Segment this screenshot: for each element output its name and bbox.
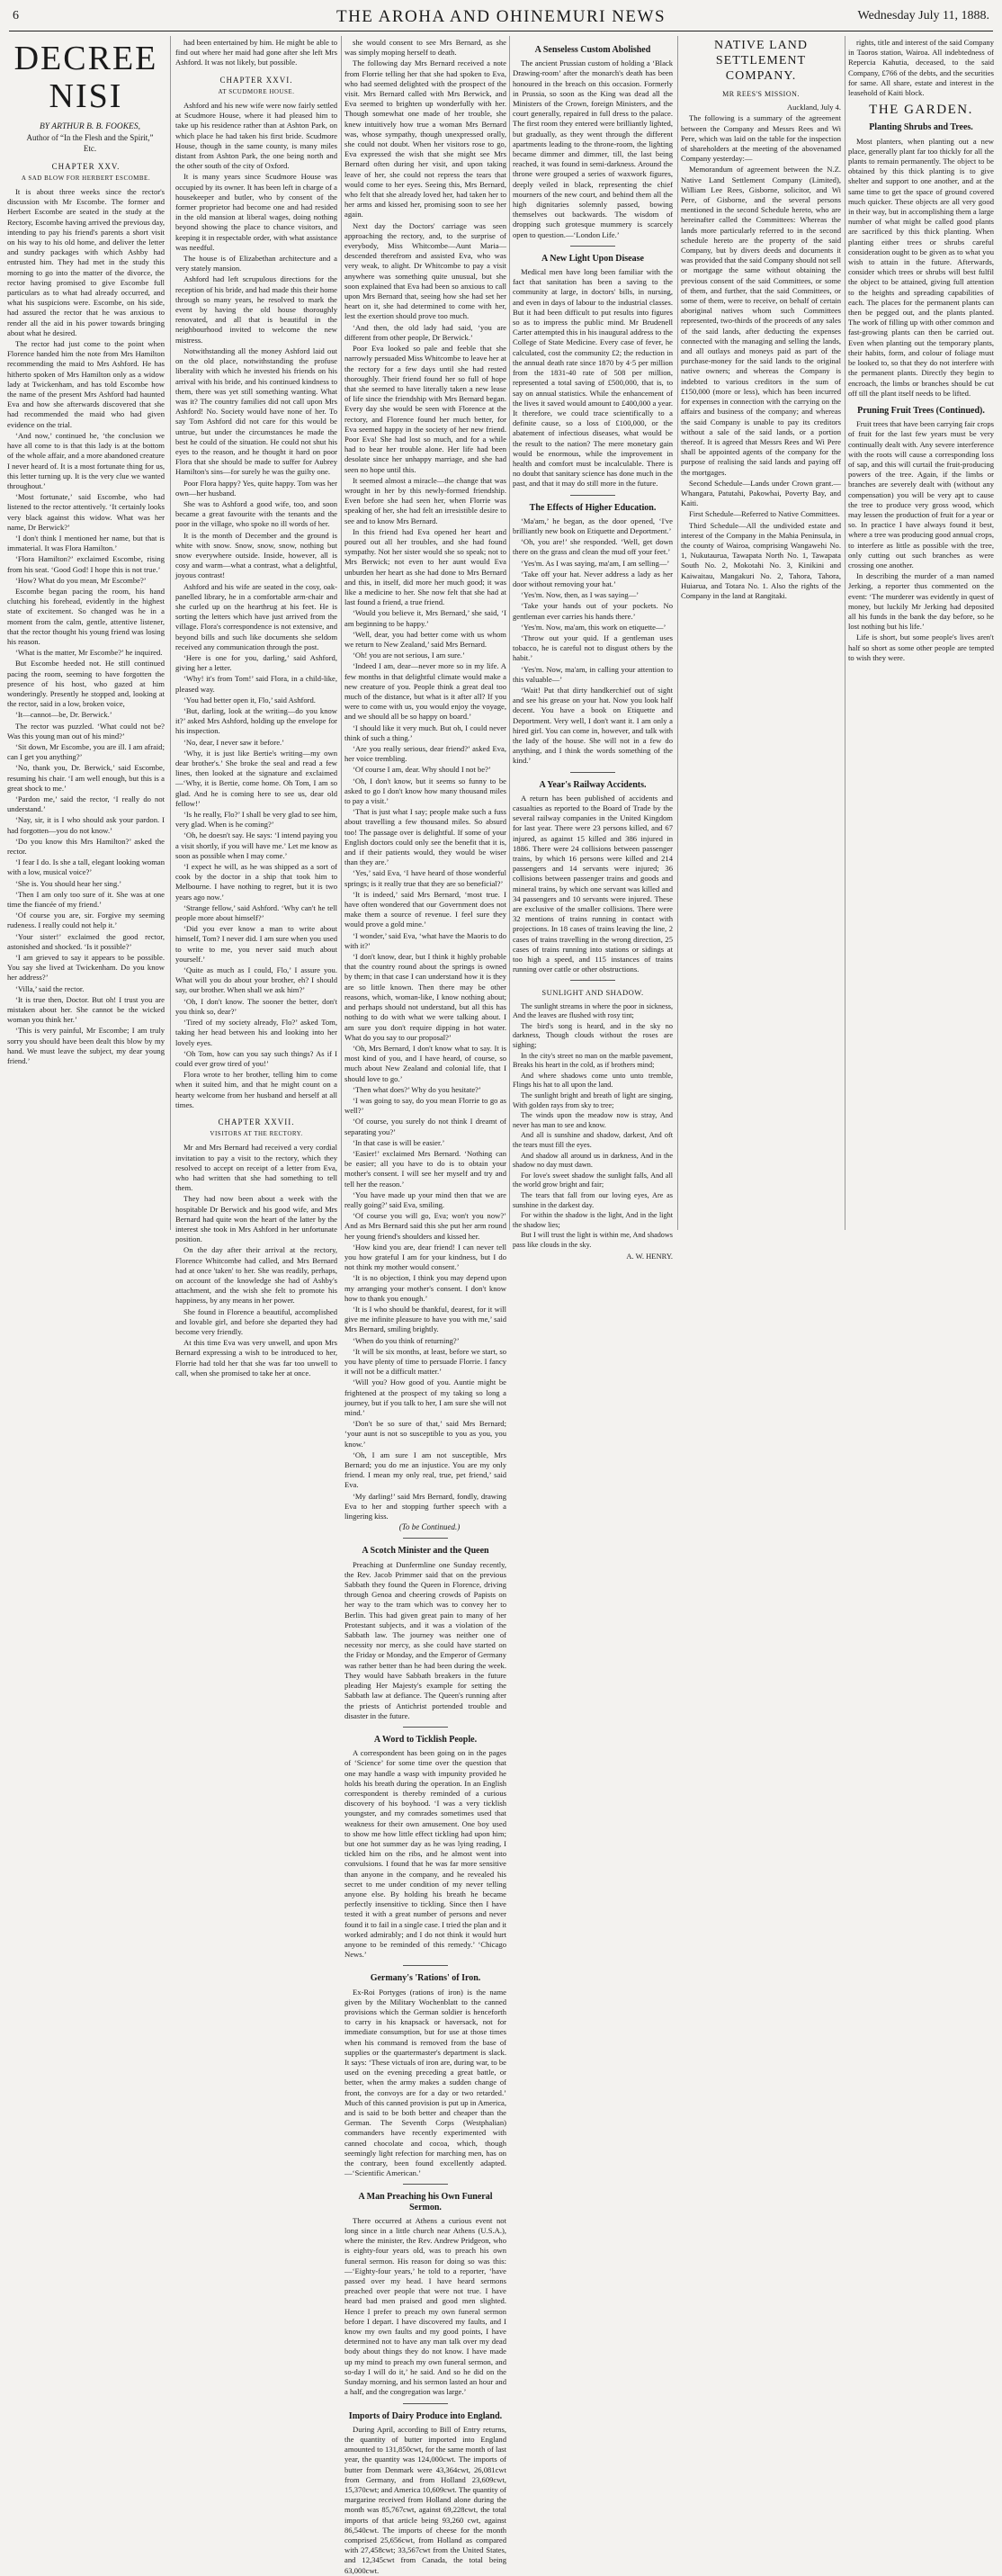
paragraph: ‘How kind you are, dear friend! I can never tell you how grateful I am for your kindness, but I do not think my mother would consent.’ <box>344 1242 506 1272</box>
issue-date: Wednesday July 11, 1888. <box>857 9 989 22</box>
paragraph: ‘It will be six months, at least, before we start, so you have plenty of time to persuade Florrie. I fancy it will not be a difficult matter.’ <box>344 1346 506 1377</box>
column-divider <box>509 36 510 1230</box>
paragraph: ‘No, dear, I never saw it before.’ <box>183 737 285 747</box>
paragraph: It is the month of December and the ground is white with snow. Snow, snow, snow, nothing but snow everywhere outside. Inside, however, all is cosy and warm—what a contrast, what a delightful, joyous contrast! <box>175 530 337 580</box>
paragraph: The following day Mrs Bernard received a note from Florrie telling her that she had spoken to Eva, who had seemed delighted with the prospect of the visit. Mrs Bernard called with Mrs Berwick, and Eva seemed to brighten up wonderfully with her. Though somewhat one made of her trouble, she knew intuitively how true a woman Mrs Bernard was, whose sympathy, though unexpressed orally, she could not doubt. When her visitors rose to go, Eva expressed the wish that she might see Mrs Bernard often during her visit, and upon taking leave of her, she could not repress the tears that would come to her eyes. Seeing this, Mrs Bernard, who felt that she already loved her, had taken her to her arms and kissed her, promising soon to see her again. <box>344 58 506 220</box>
paragraph: ‘Throw out your quid. If a gentleman uses tobacco, he is careful not to disgust others by the habit.’ <box>513 633 673 663</box>
paragraph: Medical men have long been familiar with the fact that sanitation has been a saving to the community at large, in doctors' bills, in nursing, and even in days of labour to the industrial classes. But it had been difficult to put results into figures so as to impress the public mind. Mr Brudenell Carter attempted this in his inaugural address to the College of State Medicine. Every case of fever, he calculated, cost the community £2; the reduction in the annual death rate since 1870 by 4·5 per million from the 1831-40 rate of 508 per million, represented a total saving of £500,000, that is, to say on annual statistics. While the enhancement of the lives it saved would amount to £400,000 a year. It therefore, we could trace scientifically to a definite cause, so a loss of £100,000, or the abatement of infectious diseases, what would be the result to the nation? The mere monetary gain would be enormous, while the improvement in health and comfort must be incalculable. There is no doubt that sanitary science has done much in the past, and that it may do still more in the future. <box>513 267 673 489</box>
paragraph: First Schedule—Referred to Native Committees. <box>689 509 840 519</box>
paragraph: Second Schedule—Lands under Crown grant.—Whangara, Patutahi, Pakowhai, Poverty Bay, and Kaiti. <box>681 478 841 508</box>
paragraph: she would consent to see Mrs Bernard, as she was simply moping herself to death. <box>344 38 506 58</box>
paragraph: ‘Of course I am, dear. Why should I not be?’ <box>353 765 491 775</box>
poem-line: For love's sweet shadow the sunlight falls, And all the world grow bright and fair; <box>513 1171 673 1189</box>
paragraph: ‘Sit down, Mr Escombe, you are ill. I am afraid; can I get you anything?’ <box>7 741 165 762</box>
paragraph: ‘You had better open it, Flo,’ said Ashford. <box>183 695 316 705</box>
column-1 <box>7 38 165 1230</box>
article-heading: NATIVE LAND SETTLEMENT COMPANY. <box>714 39 808 83</box>
paragraph: ‘Oh, he doesn't say. He says: ‘I intend paying you a visit shortly, if you will have me.’ Let me know as soon as possible when I may come.’ <box>175 830 337 860</box>
paragraph: Poor Eva looked so pale and feeble that she narrowly persuaded Miss Whitcombe to leave her at the rectory for a few days until she had rested thoroughly. Their friend found her so full of hope that she seemed to have literally taken a new lease of life since the friendship with Mrs Bernard began. Every day she would be seen with Florence at the rectory, and Florence found her much better, for Eva seemed happy in the society of her new friend. Poor Eva! She had lost so much, and for a while had to bear her trouble alone. Her life had been desolate since her unhappy marriage, and she had seen no hope until this. <box>344 344 506 474</box>
paragraph: In this friend had Eva opened her heart and poured out all her troubles, and she had found sympathy. Not her sister would she so speak; not to Mrs Berwick; not even to her aunt would Eva unburden her heart as she had done to Mrs Bernard and this, in itself, did more her much good; it was like a medicine to her. She now felt that she had at last found a friend, a true friend. <box>344 526 506 607</box>
masthead <box>0 0 1002 32</box>
paragraph: ‘Wait! Put that dirty handkerchief out of sight and see his grease on your hat. Now you look half decent. You have a book on Etiquette and Deportment. Very well, I don't want it. I am only a hired girl. You can come in, however, and talk with the lady of the house. She will not in a few do anything, and I think the words something of the kind.’ <box>513 685 673 766</box>
column-divider <box>170 36 171 1230</box>
paragraph: It seemed almost a miracle—the change that was wrought in her by this newly-formed friendship. Even before she had seen her, when Florrie was speaking of her, she had felt an irresistible desire to see and to know Mrs Bernard. <box>344 475 506 525</box>
paragraph: ‘That is just what I say; people make such a fuss about travelling a few thousand miles. So absurd too! The passage over is delightful. If some of your English doctors could only see the benefit that it is, and if their patients would, they would be wiser than they are.’ <box>344 807 506 867</box>
paragraph: ‘Why, it is just like Bertie's writing—my own dear brother's.’ She broke the seal and read a few lines, then looked at the signature and exclaimed—‘Why, it is Bertie, come home. Oh Tom, I am so glad. And he is coming here to see us, dear old fellow!’ <box>175 748 337 808</box>
divider-rule <box>403 1965 448 1966</box>
article-heading: A New Light Upon Disease <box>541 253 644 264</box>
article-heading: Pruning Fruit Trees (Continued). <box>857 405 985 416</box>
paragraph: Notwithstanding all the money Ashford laid out on the old place, notwithstanding the profuse liberality with which he invested his friends on his arrival with his bride, and his continued kindness to them, there was yet still something wanting. What was it? The country families did not call upon Mrs Ashford! No. Society would have none of her. To say Tom Ashford did not care for this would be untrue, but under the circumstances he made the best he could of the situation. He could not shut his eyes to the reason, and he thought it hard on poor Flora that she should be made to suffer for Aubrey Hamilton's sins—for surely he was the guilty one. <box>175 346 337 477</box>
paragraph: ‘Then what does?’ Why do you hesitate?’ <box>353 1084 481 1094</box>
poem-line: The bird's song is heard, and in the sky no darkness, Though clouds without the roses are sighing; <box>513 1021 673 1050</box>
paragraph: ‘And now,’ continued he, ‘the conclusion we have all come to is that this lady is at the bottom of the whole affair, and a more abandoned creature I never heard of. It is a most fortunate thing for us, this letter turning up. It is the very clue we wanted throughout.’ <box>7 430 165 490</box>
chapter-subtitle: VISITORS AT THE RECTORY. <box>210 1130 303 1138</box>
column-4 <box>513 38 673 1261</box>
paragraph: ‘Did you ever know a man to write about himself, Tom? I never did. I am sure when you used to write to me, you never said much about yourself.’ <box>175 924 337 964</box>
paragraph: ‘It is indeed,’ said Mrs Bernard, ‘most true. I have often wondered that our Government does not make them a source of revenue. I feel sure they would prove a gold mine.’ <box>344 889 506 929</box>
paragraph: ‘Of course, you surely do not think I dreamt of separating you?’ <box>344 1117 506 1136</box>
paragraph: ‘Would you believe it, Mrs Bernard,’ she said, ‘I am beginning to be happy.’ <box>344 608 506 628</box>
paragraph: Fruit trees that have been carrying fair crops of fruit for the last few years must be very continually dealt with. Any severe interference with the roots will cause a corresponding loss of sap, and this will curtail the fruit-producing powers of the tree. Again, if the limbs or branches are severely dealt with (without any compensation) you will be very apt to cause the tree to produce very gross wood, which may lessen the production of fruit for a year or so. In practice I have always found it best, where a tree was producing good annual crops, to interfere as little as possible with the tree, only cutting out such branches as were crossing one another. <box>848 419 994 570</box>
paragraph: Ashford had left scrupulous directions for the reception of his bride, and had made this their home through so many years, he resolved to mark the event by having the old house thoroughly renovated, and all that is beautiful in the neighbourhood invited to welcome the new mistress. <box>175 274 337 345</box>
paragraph: ‘Yes'm. Now, ma'am, this work on etiquette—’ <box>521 622 667 632</box>
paragraph: ‘How? What do you mean, Mr Escombe?’ <box>15 575 147 585</box>
divider-rule <box>403 1727 448 1728</box>
paragraph: There occurred at Athens a curious event not long since in a little church near Athens (U.S.A.), where the minister, the Rev. Andrew Pridgeon, who is eighty-four years old, was to preach his own funeral sermon. His reason for doing so was this:—‘Eighty-four years,’ he told to a reporter, ‘have passed over my head. I have heard sermons preached over people that were not true. I have heard bad men praised and good men slighted. Hence I prefer to preach my own funeral sermon before I depart. I have discovered my faults, and I know my own faults and my good points, I have determined not to have any man talk over my dead body about things they do not know. I have made up my mind to preach my own funeral sermon, and so-day I will do it,’ he said. And so he did on the Sunday morning, and his sermon lasted an hour and a half, and the congregation was large.’ <box>344 2215 506 2397</box>
dateline: Auckland, July 4. <box>787 103 841 112</box>
paragraph: ‘I expect he will, as he was shipped as a sort of cook by the doctor in a ship that took him to Melbourne. I have nothing to regret, but it is two years ago now.’ <box>175 862 337 902</box>
paragraph: Mr and Mrs Bernard had received a very cordial invitation to pay a visit to the rectory, which they resolved to accept on receipt of a letter from Eva, who had written that she had something to tell them. <box>175 1143 337 1193</box>
paragraph: ‘Don't be so sure of that,’ said Mrs Bernard; ‘your aunt is not so susceptible to you as you, you know.’ <box>344 1419 506 1449</box>
article-heading: A Scotch Minister and the Queen <box>362 1546 489 1557</box>
paragraph: It is about three weeks since the rector's discussion with Mr Escombe. The former and Herbert Escombe are seated in the study at the Rectory, Escombe having arrived the previous day, intending to pay his friend's parents a short visit on his way to his old home, and deliver the letter and sundry packages with which Ashby had entrusted him. They had met in the study this morning to go into the matter of the divorce, the rector having promised to give Escombe full particulars as to what had already occurred, and what his suspicions were. Escombe, on his side, had assured the rector that he was anxious to render all the aid in his power towards bringing about what he desired. <box>7 187 166 337</box>
poem-line: For within the shadow is the light, And in the light the shadow lies; <box>513 1211 673 1229</box>
paragraph: A correspondent has been going on in the pages of ‘Science’ for some time over the question that one may handle a wasp with impunity provided he holds his breath during the operation. In an English correspondent is thereby reminded of a curious discovery of his boyhood. ‘I was a very ticklish youngster, and my comrades sometimes used that weakness for their own amusement. One boy used to show me how little effect tickling had upon him; but one hot summer day as he was lying reading, I tickled him on the ribs, and he almost went into convulsions. I found that he was far more sensitive than anyone in the company, and he revealed his secret to me under condition of my never telling anyone else. By holding his breath he became perfectly insensitive to tickling. Since then I have tested it with a great number of persons and never found it to fail in a single case. I tried the plan and it worked admirably; and I do not think it would hurt anyone to be reminded of this remedy.’ ‘Chicago News.’ <box>344 1748 506 1960</box>
paragraph: ‘Here is one for you, darling,’ said Ashford, giving her a letter. <box>175 652 337 673</box>
paragraph: ‘Quite as much as I could, Flo,’ I assure you. What will you do about your brother, eh? I should say, our brother. When shall we ask him?’ <box>175 965 337 995</box>
divider-rule <box>570 772 615 773</box>
paragraph: ‘Of course you will go, Eva; won't you now?’ And as Mrs Bernard said this she put her arm round her young friend's shoulders and kissed her. <box>344 1211 506 1241</box>
poem-author: A. W. HENRY. <box>626 1251 673 1261</box>
section-heading: THE GARDEN. <box>869 103 973 118</box>
article-heading: A Year's Railway Accidents. <box>539 779 647 790</box>
poem-title: SUNLIGHT AND SHADOW. <box>541 988 644 998</box>
page-number: 6 <box>13 9 19 22</box>
divider-rule <box>403 1538 448 1539</box>
story-body <box>175 101 337 1110</box>
paragraph: In describing the murder of a man named Jerking, a reporter thus commented on the event: ‘The murderer was evidently in quest of money, but luckily Mr Jerking had deposited all his funds in the bank the day before, so he lost nothing but his life.’ <box>848 571 994 632</box>
paragraph: ‘What is the matter, Mr Escombe?’ he inquired. <box>15 648 163 658</box>
article-body <box>513 516 673 767</box>
paragraph: ‘Why! it's from Tom!’ said Flora, in a child-like, pleased way. <box>175 674 337 694</box>
divider-rule <box>570 495 615 496</box>
paragraph: Poor Flora happy? Yes, quite happy. Tom was her own—her husband. <box>175 478 337 498</box>
column-5 <box>681 38 841 1230</box>
paragraph: had been entertained by him. He might be able to find out where her maid had gone after she left Mrs Ashford. It was not likely, but possible. <box>175 38 337 67</box>
paragraph: The rector had just come to the point when Florence handed him the note from Mrs Hamilton recommending the maid to Mrs Ashford. He has hitherto spoken of Mrs Hamilton only as a widow lady at Twickenham, and has told Escombe how the name of the present Mrs Ashford had haunted Eva and how she afterwards discovered that she had recommended the maid who had given evidence on the trial. <box>7 339 165 429</box>
article-heading: A Senseless Custom Abolished <box>534 45 651 55</box>
paragraph: ‘Oh, I am sure I am not susceptible, Mrs Bernard; you do me an injustice. You are my only friend. I mean my only real, true, pet friend,’ said Eva. <box>344 1450 506 1490</box>
article-body <box>344 2425 506 2576</box>
chapter-subtitle: A SAD BLOW FOR HERBERT ESCOMBE. <box>21 174 151 182</box>
paragraph: ‘And then, the old lady had said, ‘you are different from other people, Dr Berwick.’ <box>344 322 506 342</box>
story-headline: DECREE NISI <box>13 40 158 115</box>
paragraph: ‘Ma'am,’ he began, as the door opened, ‘I've brilliantly new book on Etiquette and Deportment.’ <box>513 516 673 535</box>
paragraph: ‘Villa,’ said the rector. <box>15 983 85 993</box>
column-divider <box>677 36 678 1230</box>
paragraph: A return has been published of accidents and casualties as reported to the Board of Trade by the several railway companies in the United Kingdom for last year. There were 23 persons killed, and 67 injured, as against 15 killed and 386 injured in 1886. There were 24 collisions between passenger trains, by which 16 persons were killed and 214 passengers and 14 servants were injured; 36 collisions between passenger trains and goods and mineral trains, by which one servant was killed and 34 passengers and 10 servants were injured. These are exclusive of the smaller collisions. There were 32 mentions of trains running in contact with projections. In 18 cases of trains leaving the line, 2 cases of trains travelling in the wrong direction, 25 cases of trains running into stations or sidings at too high a speed, and 115 instances of trains running over cattle or other obstructions. <box>513 793 673 974</box>
paragraph: ‘But, darling, look at the writing—do you know it?’ asked Mrs Ashford, holding up the envelope for his inspection. <box>175 706 337 736</box>
chapter-subtitle: AT SCUDMORE HOUSE. <box>218 87 295 95</box>
paragraph: ‘Will you? How good of you. Auntie might be frightened at the prospect of my taking so long a journey, but if you talk to her, I am sure she will not mind.’ <box>344 1378 506 1418</box>
paragraph: ‘Most fortunate,’ said Escombe, who had listened to the rector attentively. ‘It certainly looks very black against this widow. What was her name, Dr Berwick?’ <box>7 492 165 532</box>
paragraph: ‘Oh, I don't know, but it seems so funny to be asked to go I don't know how many thousand miles to pay a visit.’ <box>344 776 506 806</box>
paragraph: ‘This is very painful, Mr Escombe; I am truly sorry you should have been dealt this blow by my hand. We must leave the subject, my dear young friend.’ <box>7 1026 165 1066</box>
paragraph: ‘I don't know, dear, but I think it highly probable that the country round about the springs is owned by them; in that case I can understand how it is they are so little known. Then there may be other reasons, which, woman-like, I know nothing about; and perhaps should not understand, but all this has nothing to do with what we were talking about. I am sure you don't require dipping in hot water. What do you say to our proposal?’ <box>344 952 506 1042</box>
poem-line: The sunlight streams in where the poor in sickness, And the leaves are flushed with rosy tint; <box>513 1001 673 1020</box>
paragraph: During April, according to Bill of Entry returns, the quantity of butter imported into England amounted to 131,850cwt, for the same month of last year, the quantity was 124,000cwt. The imports of butter from Denmark were 43,364cwt, 26,081cwt from Germany, and from Holland 23,609cwt, 15,370cwt; and America 10,609cwt. The quantity of margarine received from Holland alone during the month was 85,767cwt, against 69,228cwt, the total imports of that article being 93,260 cwt, against 86,540cwt. The imports of cheese for the month comprised 25,656cwt, from Holland as compared with 27,458cwt; 33,567cwt from the United States, and 12,345cwt from Canada, the total being 63,000cwt. <box>344 2424 506 2575</box>
paragraph: ‘Yes'm. Now, then, as I was saying—’ <box>521 590 640 600</box>
paragraph: ‘I am grieved to say it appears to be possible. You say she lived at Twickenham. Do you know her address?’ <box>7 953 165 983</box>
paragraph: ‘Nay, sir, it is I who should ask your pardon. I had forgotten—you do not know.’ <box>7 815 165 835</box>
paragraph: ‘I was going to say, do you mean Florrie to go as well?’ <box>344 1095 506 1116</box>
paragraph: ‘Yes'm. As I was saying, ma'am, I am selling—’ <box>521 558 670 568</box>
divider-rule <box>403 2403 448 2404</box>
paragraph: ‘I fear I do. Is she a tall, elegant looking woman with a low, musical voice?’ <box>7 857 165 877</box>
story-body <box>175 1143 337 1378</box>
poem-line: The sunlight bright and breath of light are singing, With golden rays from sky to tree; <box>513 1091 673 1109</box>
article-heading: Germany's 'Rations' of Iron. <box>370 1973 481 1984</box>
paragraph: Ashford and his wife are seated in the cosy, oak-panelled library, he in a comfortable arm-chair and she curled up on the hearthrug at his feet. He is sorting the letters which have just arrived from the village. Flora's correspondence is not extensive, and beyond bills and such like documents she seldom received any communication through the post. <box>175 581 337 651</box>
poem-line: The winds upon the meadow now is stray, And never has man to see and know. <box>513 1111 673 1129</box>
newspaper-title: THE AROHA AND OHINEMURI NEWS <box>335 7 667 26</box>
paragraph: ‘Take off your hat. Never address a lady as her door without removing your hat.’ <box>513 569 673 588</box>
paragraph: ‘Take your hands out of your pockets. No gentleman ever carries his hands there.’ <box>513 601 673 621</box>
paragraph: On the day after their arrival at the rectory, Florence Whitcombe had called, and Mrs Bernard had at once 'taken' to her. She was readily, perhaps, on account of the knowledge she had of Ashby's attachment, and the wish she felt to promote his happiness, by any means in her power. <box>175 1245 337 1306</box>
author-etc: Etc. <box>83 144 97 154</box>
paragraph: Ashford and his new wife were now fairly settled at Scudmore House, where it had pleased him to take up his residence rather than at Ashton Park, on which place he had taken his first bride. Scudmore House, though in the same county, is many miles distant from Ashton Park, the one being north and the other south of the city of Oxford. <box>175 101 337 171</box>
article-heading: A Word to Ticklish People. <box>373 1734 478 1745</box>
article-heading: Imports of Dairy Produce into England. <box>348 2410 503 2421</box>
column-divider <box>341 36 342 1230</box>
article-heading: The Effects of Higher Education. <box>529 502 657 513</box>
paragraph: Most planters, when planting out a new place, generally plant far too thickly for all the plants to remain permanently. The object to be obtained by this thick planting is to give shelter and support to one another, and at the same time to get the space of ground covered much quicker. These objects are all very good in their way, but in accomplishing them a large number of what might be called good plants are sacrificed by this thick planting. When planting either trees or shrubs careful consideration ought to be given as to what you wish to attain in the future. Afterwards, consider which trees or shrubs will best fulfil the object to be attained, giving full attention to the heights and spreading capabilities of each. The places for the permanent plants can then be pegged out, and the plants planted. The work of filling up with other common and fast-growing plants can then be carried out. Even when planting out the temporary plants, their habits, form, and colour of foliage must be looked to, so that they do not interfere with the permanent plants. Directly they begin to encroach, the limbs or branches should be cut off till the plant itself needs to be lifted. <box>848 136 994 398</box>
paragraph: Next day the Doctors' carriage was seen approaching the rectory, and, to the surprise of everybody, Miss Whitcombe—Aunt Maria—descended therefrom and assisted Eva, who was very weak, to alight. Dr Whitcombe to pay a visit anywhere was something quite unusual, but she soon explained that Eva had been so anxious to call upon Mrs Bernard that, seeing how she had set her heart on it, she had determined to come with her, lest the exertion should prove too much. <box>344 220 506 321</box>
paragraph: ‘Oh, you are!’ she responded. ‘Well, get down there on the grass and clean the mud off your feet.’ <box>513 537 673 557</box>
paragraph: She was to Ashford a good wife, too, and soon became a great favourite with the tenants and the poor in the village, who spoke no ill words of her. <box>175 498 337 529</box>
byline: BY ARTHUR B. B. FOOKES, <box>40 122 140 131</box>
chapter-heading: CHAPTER XXVI. <box>219 75 293 85</box>
article-body <box>513 794 673 975</box>
author-note: Author of “In the Flesh and the Spirit,” <box>26 133 154 143</box>
column-3 <box>344 38 506 2575</box>
paragraph: ‘Easier!’ exclaimed Mrs Bernard. ‘Nothing can be easier; all you have to do is to obtain your mother's consent. I will see her myself and try and tell her the reason.’ <box>344 1148 506 1189</box>
paragraph: The following is a summary of the agreement between the Company and Messrs Rees and Wi Pere, which was laid on the table for the inspection of shareholders at the meeting of the abovenamed Company yesterday:— <box>681 113 841 164</box>
article-body <box>681 113 841 601</box>
paragraph: ‘It—cannot—be, Dr. Berwick.’ <box>15 710 112 720</box>
divider-rule <box>403 2184 448 2185</box>
paragraph: ‘Well, dear, you had better come with us whom we return to New Zealand,’ said Mrs Bernard. <box>344 629 506 649</box>
paragraph: ‘Flora Hamilton?’ exclaimed Escombe, rising from his seat. ‘Good God! I hope this is not true.’ <box>7 554 165 574</box>
paragraph: ‘Oh, I don't know. The sooner the better, don't you think so, dear?’ <box>175 996 337 1016</box>
paragraph: ‘Yes'm. Now, ma'am, in calling your attention to this valuable—’ <box>513 664 673 684</box>
article-body <box>344 1748 506 1960</box>
chapter-heading: CHAPTER XXVII. <box>218 1117 295 1126</box>
column-6 <box>848 38 994 1230</box>
paragraph: Life is short, but some people's lives aren't half so short as some other people are tempted to wish they were. <box>848 633 994 662</box>
paragraph: At this time Eva was very unwell, and upon Mrs Bernard expressing a wish to be introduced to her, Florrie had told her that she was far too unwell to call, when she promised to take her at once. <box>175 1338 337 1378</box>
paragraph: ‘My darling!’ said Mrs Bernard, fondly, drawing Eva to her and stopping further speech with a lingering kiss. <box>344 1491 506 1521</box>
paragraph: ‘Oh! you are not serious, I am sure.’ <box>353 651 465 660</box>
article-body <box>848 137 994 399</box>
poem-line: And where shadows come unto unto tremble, Flings his hat to all upon the land. <box>513 1071 673 1090</box>
paragraph: The ancient Prussian custom of holding a ‘Black Drawing-room’ after the monarch's death has been honoured in the breach on this occasion. Formerly in Prussia, so soon as the King was dead all the Ministers of the Crown, foreign Ministers, and the court generally, repaired in full dress to the palace. The first room they entered were brilliantly lighted, but gradually, as they went through the different apartments leading to the throne-room, the lighting became dimmer and dimmer, till, the last being reached, it was found in semi-darkness. Around the throne were grouped a series of waxwork figures, deeply veiled in black, representing the chief mourners of the new court, and behind them all the high dignitaries solemnly passed, bowing themselves out backwards. The wisdom of dropping such grotesque mummery is scarcely open to question.—‘London Life.’ <box>513 58 673 239</box>
article-body <box>848 38 994 98</box>
paragraph: ‘It is no objection, I think you may depend upon my arranging your mother's consent. I don't know how to thank you enough.’ <box>344 1273 506 1303</box>
paragraph: ‘It is I who should be thankful, dearest, for it will give me infinite pleasure to have you with me,’ said Mrs Bernard, smiling brightly. <box>344 1304 506 1334</box>
paragraph: She found in Florence a beautiful, accomplished and lovable girl, and before she departed they had become very friendly. <box>175 1306 337 1336</box>
paragraph: ‘Yes,’ said Eva, ‘I have heard of those wonderful springs; is it really true that they are so beneficial?’ <box>344 868 506 888</box>
paragraph: ‘Do you know this Mrs Hamilton?’ asked the rector. <box>7 836 165 857</box>
paragraph: ‘I should like it very much. But oh, I could never think of such a thing.’ <box>344 723 506 742</box>
article-body <box>344 2216 506 2398</box>
paragraph: ‘Pardon me,’ said the rector, ‘I really do not understand.’ <box>7 794 165 814</box>
paragraph: The rector was puzzled. ‘What could not be? Was this young man out of his mind?’ <box>7 721 165 740</box>
article-body <box>848 419 994 663</box>
paragraph: ‘Is he really, Flo?’ I shall be very glad to see him, very glad. When is he coming?’ <box>175 810 337 830</box>
paragraph: Escombe began pacing the room, his hand clutching his forehead, evidently in the highest state of excitement. So changed was he in a moment from the calm, gentle, attentive listener, that the rector thought his young friend was losing his reason. <box>7 586 165 646</box>
paragraph: ‘Indeed I am, dear—never more so in my life. A few months in that delightful climate would make a new creature of you. People think a great deal too much of the distance, but what is it after all? If you were to come with us, you would enjoy the voyage, and we should all be so happy on board.’ <box>344 661 506 722</box>
paragraph: ‘When do you think of returning?’ <box>353 1335 460 1345</box>
poem-line: In the city's street no man on the marble pavement, Breaks his heart in the cold, as if brothers mind; <box>513 1051 673 1070</box>
paragraph: Ex-Roi Portyges (rations of iron) is the name given by the Military Wochenblatt to the canned provisions which the German soldier is henceforth to carry in his knapsack or haversack, not for immediate consumption, but for use at those times when his command is removed from the base of supplies or the quartermaster's department is slack. It says: ‘These victuals of iron are, during war, to be used on the evening preceding a great battle, or better, when the army makes a sudden change of front, the convoys are for a day or two retarded.’ Much of this canned provision is put up in America, and is said to be both better and cheaper than the German. The Seventh Corps (Westphalian) commanders have recently experimented with canned chocolate and cocoa, which, though seemingly light refection for marching men, has on the contrary, been found excellently adapted.—‘Scientific American.’ <box>344 1987 506 2178</box>
paragraph: ‘I wonder,’ said Eva, ‘what have the Maoris to do with it?’ <box>344 930 506 950</box>
paragraph: They had now been about a week with the hospitable Dr Berwick and his good wife, and Mrs Bernard had quite won the heart of the latter by the interest she took in Mrs Ashford in her unfortunate position. <box>175 1194 337 1244</box>
paragraph: ‘I don't think I mentioned her name, but that is immaterial. It was Flora Hamilton.’ <box>7 533 165 553</box>
paragraph: ‘Strange fellow,’ said Ashford. ‘Why can't he tell people more about himself?’ <box>175 902 337 923</box>
paragraph: ‘You have made up your mind then that we are really going?’ said Eva, smiling. <box>344 1189 506 1209</box>
poem-line: But I will trust the light is within me, And shadows pass like clouds in the sky. <box>513 1231 673 1249</box>
paragraph: Flora wrote to her brother, telling him to come when it suited him, and that he might count on a hearty welcome from her husband and herself at all times. <box>175 1070 337 1109</box>
story-body <box>175 38 337 68</box>
paragraph: Third Schedule—All the undivided estate and interest of the Company in the Mahia Peninsula, in the county of Wairoa, comprising Wangawehi No. 1, Nukutaurua, Tawapata North No. 1, Tawapata South No. 2, Mokotahi No. 3, Kinikini and Kaiwaitau, Mangakuri No. 2, Tahora, Tahora, Huiarua, and Totara No. 1. Also the rights of the Company in the land at Rangitaki. <box>681 520 841 600</box>
paragraph: The house is of Elizabethan architecture and a very stately mansion. <box>175 254 337 274</box>
article-subtitle: MR REES'S MISSION. <box>722 90 800 98</box>
article-heading: Planting Shrubs and Trees. <box>869 122 973 133</box>
poem-line: And shadow all around us in darkness, And in the shadow no day must dawn. <box>513 1151 673 1170</box>
poem-body <box>513 1002 673 1251</box>
paragraph: It is many years since Scudmore House was occupied by its owner. It has been left in charge of a housekeeper and butler, who by consent of the former proprietor had become one and had resided in the old mansion at liberal wages, doing nothing beyond showing the place to chance visitors, and keeping it in respectable order, with what assistance was needful. <box>175 172 337 252</box>
paragraph: But Escombe heeded not. He still continued pacing the room, seeming to have forgotten the presence of his host, who gazed at him wonderingly. Presently he stopped and, looking at the rector, said in a low, broken voice, <box>7 659 165 709</box>
paragraph: ‘It is true then, Doctor. But oh! I trust you are mistaken about her. She cannot be the wicked woman you think her.’ <box>7 994 165 1025</box>
paragraph: Preaching at Dunfermline one Sunday recently, the Rev. Jacob Primmer said that on the previous Sabbath they found the Queen in Florence, driving through Genoa and cheering crowds of Papists on her way to the tram which was to convey her to Berlin. This had given great pain to many of her Protestant subjects, and it was a violation of the Sabbath law. The journey was neither one of necessity nor mercy, as she could have started on the Friday or Monday, and the Emperor of Germany was rather better than he had been during the week. They would have Sabbath breakers in the future pleading Her Majesty's example for setting the Sabbath law at defiance. The Queen's running after the priests of Antichrist portended trouble and disaster in the future. <box>344 1559 506 1720</box>
article-body <box>513 267 673 489</box>
paragraph: ‘In that case is will be easier.’ <box>353 1137 445 1147</box>
paragraph: ‘Tired of my society already, Flo?’ asked Tom, taking her head between his and looking into her lovely eyes. <box>175 1018 337 1047</box>
paragraph: ‘Oh, Mrs Bernard, I don't know what to say. It is most kind of you, and I have heard, of course, so much about New Zealand and colonial life, that I should love to go.’ <box>344 1043 506 1083</box>
paragraph: ‘No, thank you, Dr. Berwick,’ said Escombe, resuming his chair. ‘I am well enough, but this is a great shock to me.’ <box>7 763 165 793</box>
to-be-continued: (To be Continued.) <box>398 1522 461 1532</box>
paragraph: ‘She is. You should hear her sing.’ <box>15 878 122 888</box>
chapter-heading: CHAPTER XXV. <box>51 161 121 171</box>
paragraph: ‘Then I am only too sure of it. She was at one time the fiancée of my friend.’ <box>7 889 165 910</box>
paragraph: Memorandum of agreement between the N.Z. Native Land Settlement Company (Limited), William Lee Rees, Gisborne, solicitor, and Wi Pere, of Gisborne, and the several persons mentioned in the second Schedule hereto, who are hereinafter called the Committees: Whereas the lands more particularly referred to in the second schedule hereto are the property of the said Company, but by divers deeds and documents it was provided that the said Company should not sell or mortgage the same without obtaining the previous consent of the said Committees, or some of them, and further, that the said Committees, or some of them, were to receive, on behalf of certain aboriginal natives whom such Committees represented, two-thirds of the proceeds of any sales of the said lands, after deducting the expenses connected with the managing and selling the lands, and all outlays and moneys paid as part of the purchase-money for the said lands to the original native owners; and whereas the Company is indebted to various creditors in the sum of £150,000 (more or less), which has been incurred for expenses in connection with the carrying on the affairs and business of the company; and whereas the said Company is unable to pay its creditors without a sale of the said lands, or a portion thereof. It is agreed that Messrs Rees and Wi Pere shall be appointed agents of the company for the purpose of realising the said lands and paying off the mortgages. <box>681 165 841 477</box>
paragraph: ‘Are you really serious, dear friend?’ asked Eva, her voice trembling. <box>344 744 506 764</box>
poem-line: And all is sunshine and shadow, darkest, And oft the tears must fill the eyes. <box>513 1131 673 1149</box>
article-body <box>344 1988 506 2179</box>
poem-line: The tears that fall from our loving eyes, Are as sunshine in the darkest day. <box>513 1190 673 1209</box>
article-heading: A Man Preaching his Own Funeral Sermon. <box>358 2192 493 2212</box>
paragraph: ‘Of course you are, sir. Forgive my seeming rudeness. I really could not help it.’ <box>7 911 165 930</box>
story-body <box>344 38 506 1521</box>
story-body <box>7 187 165 1066</box>
divider-rule <box>570 246 615 247</box>
paragraph: ‘Oh Tom, how can you say such things? As if I could ever grow tired of you!’ <box>175 1048 337 1068</box>
article-body <box>513 58 673 240</box>
paragraph: ‘Your sister!’ exclaimed the good rector, astonished and shocked. ‘Is it possible?’ <box>7 931 165 951</box>
divider-rule <box>570 980 615 981</box>
column-2 <box>175 38 337 1378</box>
paragraph: rights, title and interest of the said Company in Taoros station, Wairoa. All indebtedness of Repercia Kahutia, deceased, to the said Company, £766 of the debts, and the securities for same. All share, estate and interest in the leasehold of Kaiti block. <box>848 38 994 98</box>
article-body <box>344 1560 506 1721</box>
